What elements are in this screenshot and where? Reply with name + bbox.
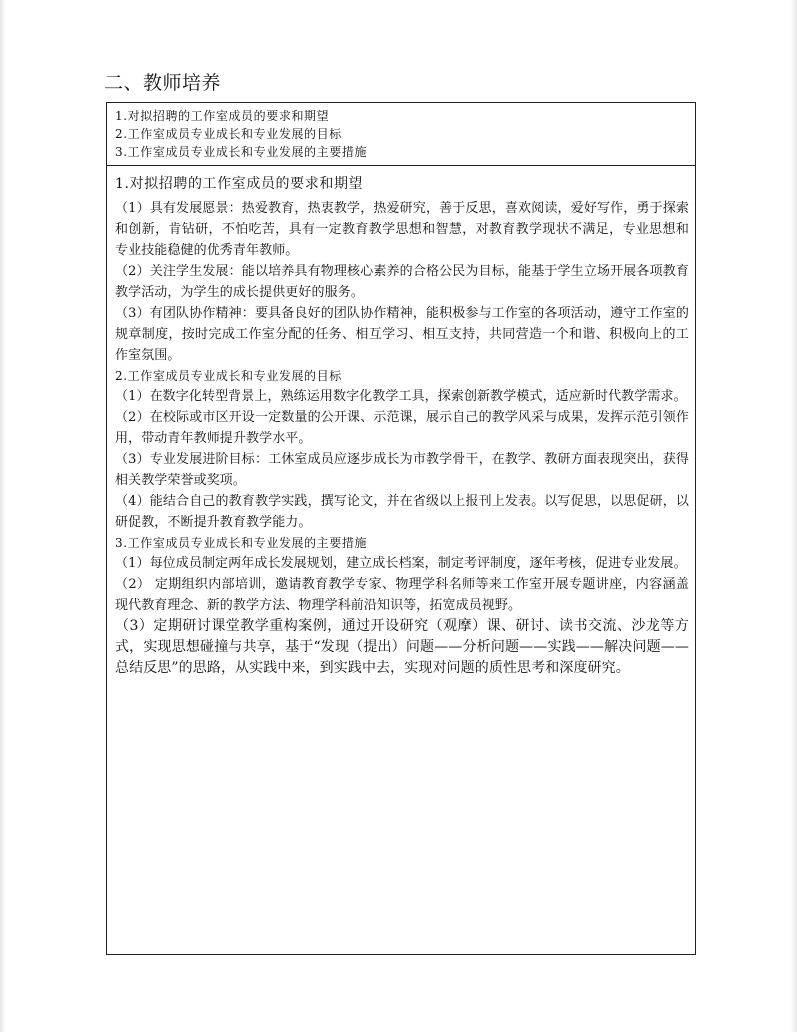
section-2-para-1: （1）在数字化转型背景上，熟练运用数字化教学工具，探索创新教学模式，适应新时代教学需求。 (115, 389, 687, 404)
page-shadow-left (0, 0, 6, 1032)
section-2-para-3: （3）专业发展进阶目标：工休室成员应逐步成长为市教学骨干，在教学、教研方面表现突出，获得相关教学荣誉或奖项。 (115, 452, 689, 488)
section-1-para-3: （3）有团队协作精神：要具备良好的团队协作精神，能积极参与工作室的各项活动，遵守工作室的规章制度，按时完成工作室分配的任务、相互学习、相互支持，共同营造一个和谐、积极向上的工作室氛围。 (115, 306, 689, 363)
outline-item-2: 2.工作室成员专业成长和专业发展的目标 (115, 127, 342, 141)
outline-cell (107, 103, 695, 166)
section-2-para-2: （2）在校际或市区开设一定数量的公开课、示范课，展示自己的教学风采与成果，发挥示范引领作用，带动青年教师提升教学水平。 (115, 410, 689, 446)
page-shadow-right (791, 0, 797, 1032)
section-title: 二、教师培养 (104, 72, 222, 94)
section-3-heading: 3.工作室成员专业成长和专业发展的主要措施 (115, 536, 368, 550)
section-1-para-1: （1）具有发展愿景：热爱教育，热衷教学，热爱研究，善于反思，喜欢阅读，爱好写作，勇于探索和创新，肯钻研，不怕吃苦，具有一定教育教学思想和智慧，对教育教学现状不满足，专业思想和专业技能稳健的优秀青年教师。 (115, 201, 689, 258)
outline-item-3: 3.工作室成员专业成长和专业发展的主要措施 (115, 145, 368, 159)
section-2-heading: 2.工作室成员专业成长和专业发展的目标 (115, 369, 342, 383)
section-3-para-1: （1）每位成员制定两年成长发展规划，建立成长档案，制定考评制度，逐年考核，促进专业发展。 (115, 556, 687, 571)
outline-item-1: 1.对拟招聘的工作室成员的要求和期望 (115, 109, 330, 123)
section-3-para-3: （3）定期研讨课堂教学重构案例，通过开设研究（观摩）课、研讨、读书交流、沙龙等方式，实现思想碰撞与共享，基于“发现（提出）问题——分析问题——实践——解决问题——总结反思”的思路，从实践中来，到实践中去，实现对问题的质性思考和深度研究。 (115, 618, 689, 676)
content-cell (107, 166, 695, 679)
training-table (106, 102, 696, 955)
section-2-para-4: （4）能结合自己的教育教学实践，撰写论文，并在省级以上报刊上发表。以写促思，以思促研，以研促教，不断提升教育教学能力。 (115, 494, 689, 530)
section-3-para-2: （2） 定期组织内部培训，邀请教育教学专家、物理学科名师等来工作室开展专题讲座，内容涵盖现代教育理念、新的教学方法、物理学科前沿知识等，拓宽成员视野。 (115, 577, 689, 613)
section-1-heading: 1.对拟招聘的工作室成员的要求和期望 (115, 176, 364, 192)
section-1-para-2: （2）关注学生发展：能以培养具有物理核心素养的合格公民为目标，能基于学生立场开展各项教育教学活动，为学生的成长提供更好的服务。 (115, 264, 689, 300)
